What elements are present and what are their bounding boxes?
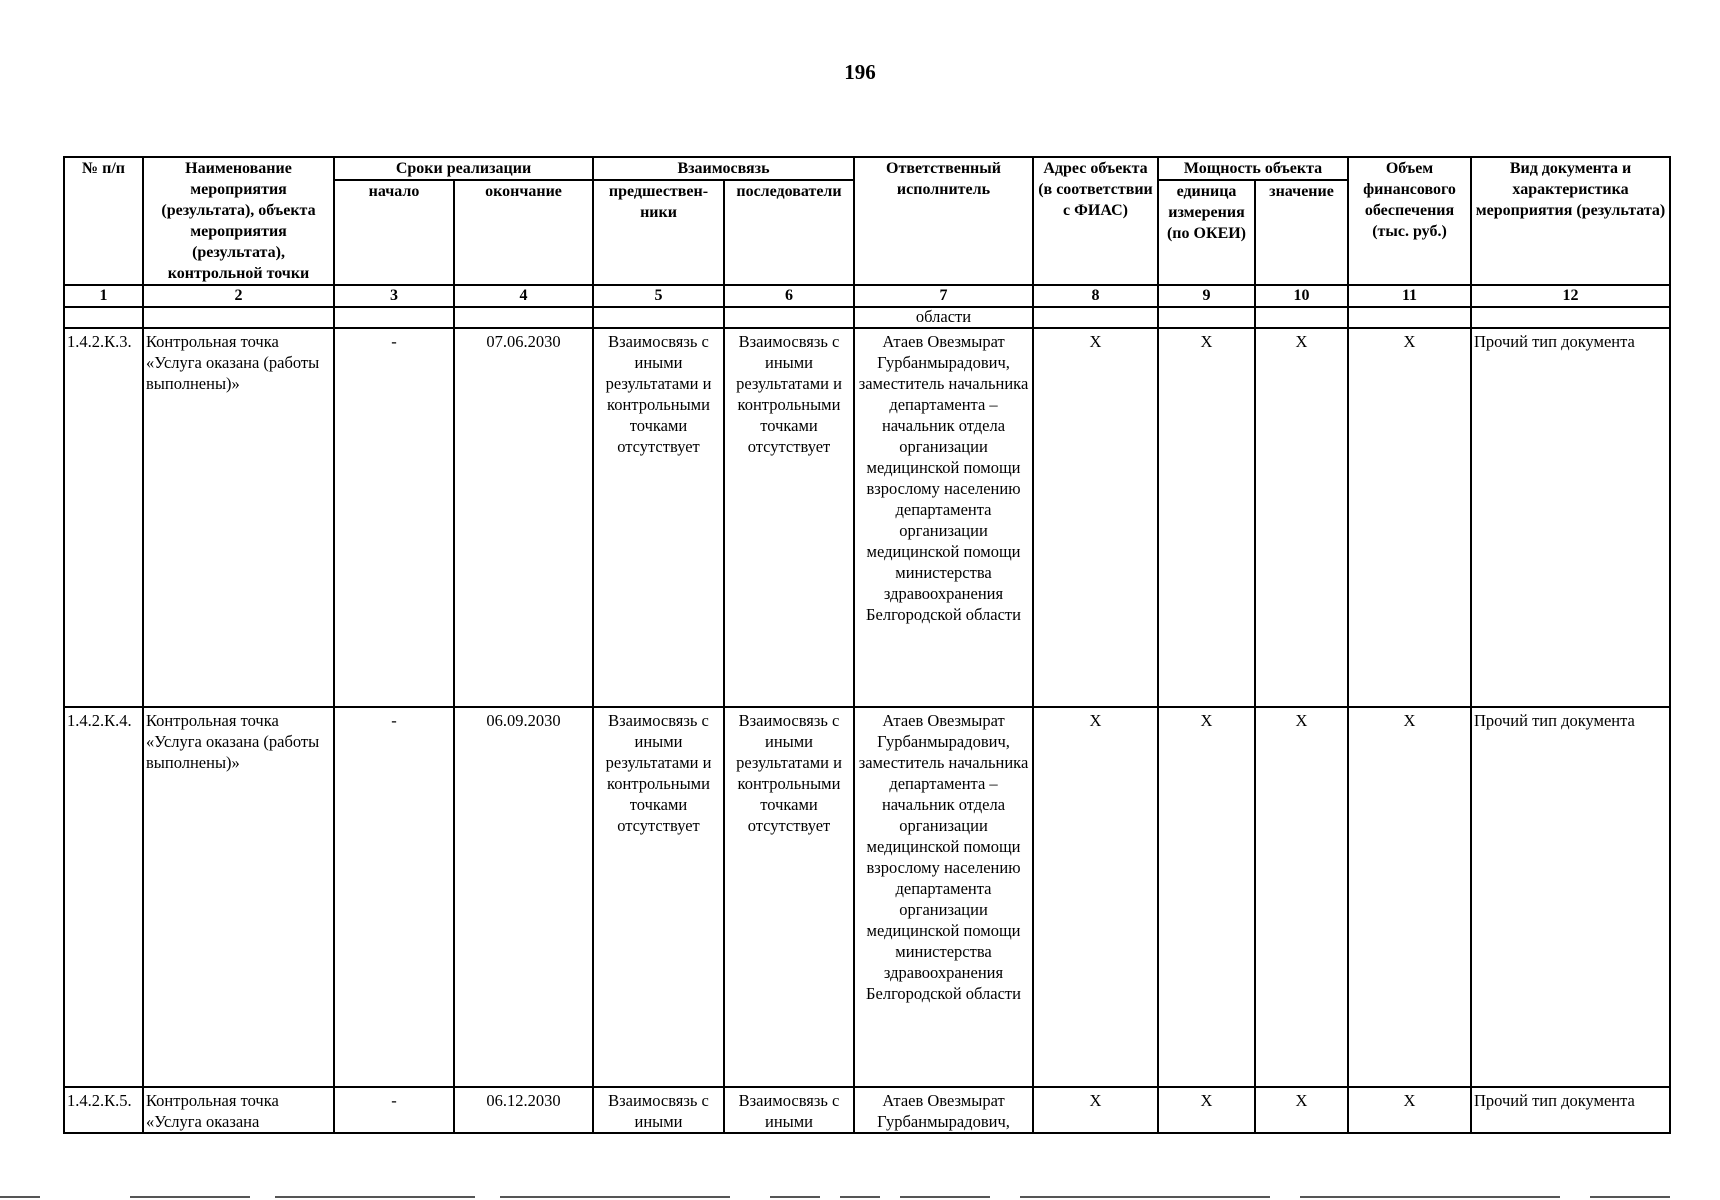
scan-edge-mark bbox=[1590, 1196, 1670, 1198]
row-predecessors: Взаимосвязь с иными bbox=[593, 1087, 724, 1133]
row-finance: X bbox=[1348, 328, 1471, 707]
column-number: 6 bbox=[724, 285, 854, 307]
header-row-1 bbox=[64, 157, 1670, 180]
column-number: 11 bbox=[1348, 285, 1471, 307]
header-value: значение bbox=[1255, 180, 1348, 285]
header-name: Наименование мероприятия (результата), объекта мероприятия (результата), контрольной точки bbox=[143, 157, 334, 285]
row-name: Контрольная точка «Услуга оказана bbox=[143, 1087, 334, 1133]
row-value: X bbox=[1255, 1087, 1348, 1133]
scan-edge-mark bbox=[500, 1196, 730, 1198]
row-finance: X bbox=[1348, 1087, 1471, 1133]
row-number: 1.4.2.К.3. bbox=[64, 328, 143, 707]
header-start: начало bbox=[334, 180, 454, 285]
scan-edge-mark bbox=[1300, 1196, 1560, 1198]
row-successors: Взаимосвязь с иными bbox=[724, 1087, 854, 1133]
column-number: 4 bbox=[454, 285, 593, 307]
table-row bbox=[64, 707, 1670, 1087]
checkpoints-table bbox=[63, 156, 1671, 1134]
column-number: 7 bbox=[854, 285, 1033, 307]
row-start: - bbox=[334, 1087, 454, 1133]
row-responsible: Атаев Овезмырат Гурбанмырадович, заместитель начальника департамента – начальник отдела организации медицинской помощи взрослому населению департамента организации медицинской помощи министерства здравоохранения Белгородской области bbox=[854, 328, 1033, 707]
header-responsible: Ответственный исполнитель bbox=[854, 157, 1033, 285]
column-number: 5 bbox=[593, 285, 724, 307]
row-address: X bbox=[1033, 707, 1158, 1087]
row-value: X bbox=[1255, 707, 1348, 1087]
row-end: 07.06.2030 bbox=[454, 328, 593, 707]
row-document: Прочий тип документа bbox=[1471, 707, 1670, 1087]
table-row bbox=[64, 1087, 1670, 1133]
row-start: - bbox=[334, 707, 454, 1087]
header-capacity-group: Мощность объекта bbox=[1158, 157, 1348, 180]
row-name: Контрольная точка «Услуга оказана (работы выполнены)» bbox=[143, 328, 334, 707]
row-successors: Взаимосвязь с иными результатами и контрольными точками отсутствует bbox=[724, 707, 854, 1087]
table-row bbox=[64, 328, 1670, 707]
header-finance: Объем финансового обеспечения (тыс. руб.) bbox=[1348, 157, 1471, 285]
row-end: 06.12.2030 bbox=[454, 1087, 593, 1133]
scan-edge-mark bbox=[130, 1196, 250, 1198]
row-end: 06.09.2030 bbox=[454, 707, 593, 1087]
row-unit: X bbox=[1158, 328, 1255, 707]
row-value: X bbox=[1255, 328, 1348, 707]
row-document: Прочий тип документа bbox=[1471, 1087, 1670, 1133]
column-number: 1 bbox=[64, 285, 143, 307]
column-number: 8 bbox=[1033, 285, 1158, 307]
header-unit: единица измерения (по ОКЕИ) bbox=[1158, 180, 1255, 285]
scan-edge-mark bbox=[275, 1196, 475, 1198]
row-address: X bbox=[1033, 328, 1158, 707]
header-num: № п/п bbox=[64, 157, 143, 285]
column-numbers-row bbox=[64, 285, 1670, 307]
continuation-row bbox=[64, 307, 1670, 328]
column-number: 2 bbox=[143, 285, 334, 307]
column-number: 10 bbox=[1255, 285, 1348, 307]
row-document: Прочий тип документа bbox=[1471, 328, 1670, 707]
row-name: Контрольная точка «Услуга оказана (работы выполнены)» bbox=[143, 707, 334, 1087]
scan-edge-mark bbox=[900, 1196, 990, 1198]
row-address: X bbox=[1033, 1087, 1158, 1133]
row-responsible: Атаев Овезмырат Гурбанмырадович, заместитель начальника департамента – начальник отдела организации медицинской помощи взрослому населению департамента организации медицинской помощи министерства здравоохранения Белгородской области bbox=[854, 707, 1033, 1087]
column-number: 12 bbox=[1471, 285, 1670, 307]
row-number: 1.4.2.К.5. bbox=[64, 1087, 143, 1133]
scan-edge-mark bbox=[840, 1196, 880, 1198]
continuation-text: области bbox=[854, 307, 1033, 328]
row-start: - bbox=[334, 328, 454, 707]
header-address: Адрес объекта (в соответствии с ФИАС) bbox=[1033, 157, 1158, 285]
scan-edge-mark bbox=[0, 1196, 40, 1198]
row-number: 1.4.2.К.4. bbox=[64, 707, 143, 1087]
row-unit: X bbox=[1158, 707, 1255, 1087]
header-document: Вид документа и характеристика мероприятия (результата) bbox=[1471, 157, 1670, 285]
header-end: окончание bbox=[454, 180, 593, 285]
scan-edge-mark bbox=[770, 1196, 820, 1198]
header-terms-group: Сроки реализации bbox=[334, 157, 593, 180]
header-successors: последователи bbox=[724, 180, 854, 285]
row-responsible: Атаев Овезмырат Гурбанмырадович, bbox=[854, 1087, 1033, 1133]
header-links-group: Взаимосвязь bbox=[593, 157, 854, 180]
row-unit: X bbox=[1158, 1087, 1255, 1133]
column-number: 9 bbox=[1158, 285, 1255, 307]
row-predecessors: Взаимосвязь с иными результатами и контрольными точками отсутствует bbox=[593, 707, 724, 1087]
page-number: 196 bbox=[844, 60, 876, 84]
header-predecessors: предшествен-ники bbox=[593, 180, 724, 285]
column-number: 3 bbox=[334, 285, 454, 307]
scan-edge-mark bbox=[1020, 1196, 1270, 1198]
row-finance: X bbox=[1348, 707, 1471, 1087]
row-predecessors: Взаимосвязь с иными результатами и контрольными точками отсутствует bbox=[593, 328, 724, 707]
row-successors: Взаимосвязь с иными результатами и контрольными точками отсутствует bbox=[724, 328, 854, 707]
